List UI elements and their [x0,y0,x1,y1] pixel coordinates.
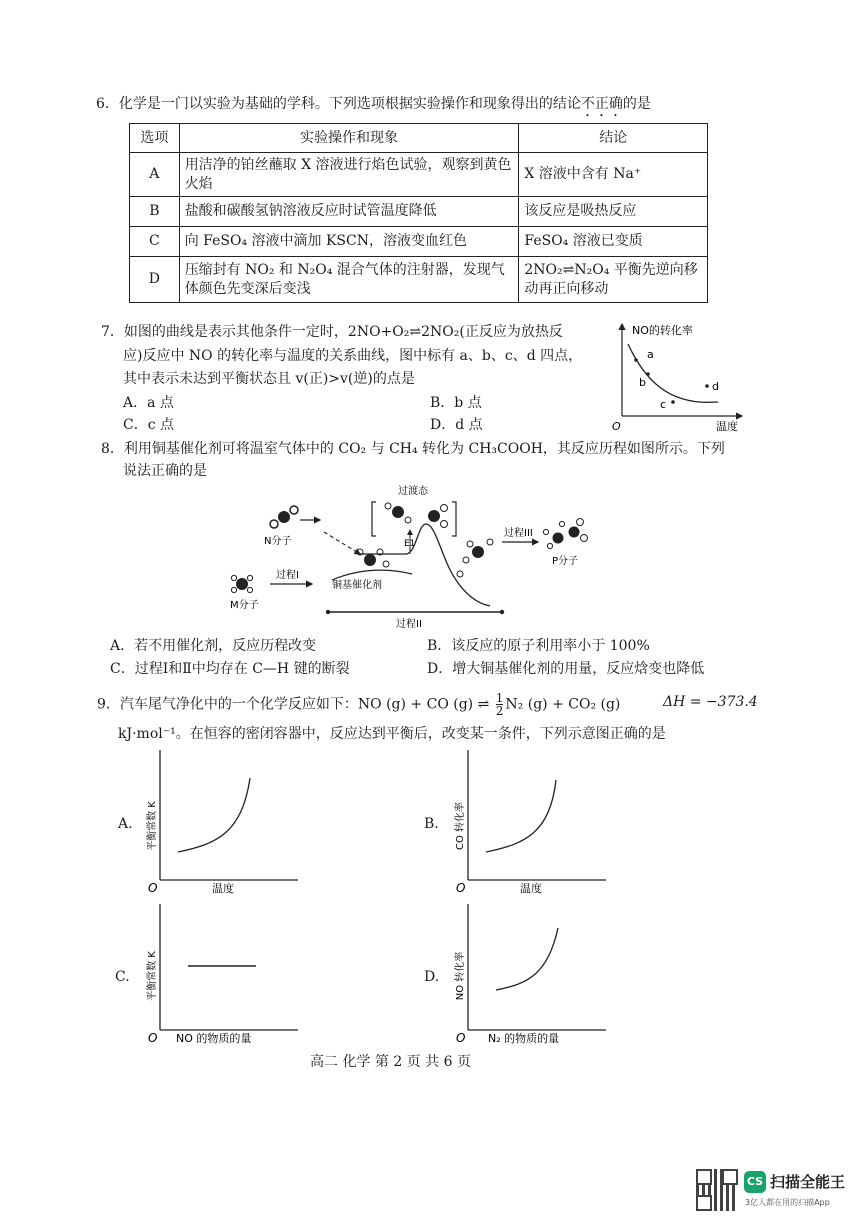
q7-option-d: D．d 点 [430,417,483,433]
row-conclusion: 2NO₂⇌N₂O₄ 平衡先逆向移动再正向移动 [519,257,708,303]
point-b [646,372,650,376]
q7-text-1: 如图的曲线是表示其他条件一定时，2NO+O₂⇌2NO₂(正反应为放热反 [123,324,563,340]
table-row [130,153,708,197]
m-molecule-label: M分子 [230,600,259,611]
q6-number: 6． [96,96,119,112]
q6-stem-emphasis: 不正确 [580,96,623,112]
q8-line2: 说法正确的是 [123,463,207,479]
q8-option-b: B．该反应的原子利用率小于 100% [427,638,650,654]
q9-fraction [496,692,504,717]
row-key: B [130,197,180,227]
scanner-logo-icon: CS [744,1171,766,1193]
q7-option-b: B．b 点 [430,395,482,411]
row-conclusion: FeSO₄ 溶液已变质 [519,227,708,257]
q9-frac-numerator: 1 [495,691,504,705]
q9-graph-d [446,902,608,1052]
q9-number: 9． [97,696,120,713]
q6-stem-a: 化学是一门以实验为基础的学科。下列选项根据实验操作和现象得出的结论 [118,96,581,112]
process1-label: 过程I [276,570,299,581]
row-key: D [130,257,180,303]
q9-graph-d-label: D. [424,969,440,985]
q9-delta-h: ΔH = −373.4 [663,694,758,710]
origin-label: O [148,1031,158,1045]
q9-text-1b: N₂ (g) + CO₂ (g) [505,696,621,713]
table-header-key: 选项 [130,124,180,153]
p-molecule [543,519,587,549]
q7-option-a: A．a 点 [123,395,174,411]
q8-text-1: 利用铜基催化剂可将温室气体中的 CO₂ 与 CH₄ 转化为 CH₃COOH，其反应历程如图所示。下列 [123,441,725,457]
q8-line1 [101,439,725,459]
q8-option-d: D．增大铜基催化剂的用量，反应焓变也降低 [427,661,705,677]
table-header-row [130,124,708,153]
page-footer: 高二 化学 第 2 页 共 6 页 [310,1054,471,1070]
q9-line1 [97,692,620,717]
q9-graph-b-label: B. [424,816,439,832]
x-axis-label: NO 的物质的量 [176,1032,252,1045]
x-axis-label: N₂ 的物质的量 [488,1032,560,1045]
q8-option-a: A．若不用催化剂，反应历程改变 [110,638,317,654]
process3-label: 过程III [504,528,533,539]
row-operation: 用洁净的铂丝蘸取 X 溶液进行焰色试验，观察到黄色火焰 [179,153,519,197]
x-axis-label: 温度 [212,882,234,895]
point-a [634,358,638,362]
y-axis-label: NO的转化率 [632,324,693,337]
q8-option-c: C．过程Ⅰ和Ⅱ中均存在 C—H 键的断裂 [110,661,350,677]
q9-graph-c [138,902,300,1052]
catalyst-label: 铜基催化剂 [332,580,382,591]
row-key: C [130,227,180,257]
m-molecule [231,575,252,592]
table-header-op: 实验操作和现象 [179,124,519,153]
table-row [130,197,708,227]
q6-table [129,123,708,303]
ts-bracket-left [372,502,376,536]
adsorbed-species [357,549,389,567]
origin-label: O [148,881,158,895]
curve [178,778,250,852]
curve [496,928,558,990]
curve [486,780,556,852]
table-header-conclusion: 结论 [519,124,708,153]
q9-graph-a [138,748,300,904]
point-b-label: b [639,376,646,389]
transition-state-label: 过渡态 [398,486,428,497]
process2-label: 过程II [396,619,422,630]
row-key: A [130,153,180,197]
scanner-app-name: 扫描全能王 [770,1173,846,1191]
q9-frac-denominator: 2 [495,704,504,718]
q7-line2: 应)反应中 NO 的转化率与温度的关系曲线，图中标有 a、b、c、d 四点， [123,348,583,364]
q9-text-1a: 汽车尾气净化中的一个化学反应如下：NO (g) + CO (g) ⇌ [119,696,490,713]
process2-start [326,610,330,614]
table-row [130,257,708,303]
conversion-curve [628,344,718,402]
q6-stem-b: 的是 [622,96,651,112]
point-c [671,400,675,404]
adsorption-dashed-arrow [324,532,360,554]
q7-option-c: C．c 点 [123,417,175,433]
n-molecule-label: N分子 [264,536,292,547]
row-conclusion: 该反应是吸热反应 [519,197,708,227]
table-row [130,227,708,257]
ts-bracket-right [452,502,456,536]
catalyst-surface [332,570,412,580]
y-axis-label: 平衡常数 K [147,951,158,1001]
point-a-label: a [647,348,654,361]
q9-graph-a-label: A. [118,816,133,832]
row-operation: 盐酸和碳酸氢钠溶液反应时试管温度降低 [179,197,519,227]
row-operation: 向 FeSO₄ 溶液中滴加 KSCN，溶液变血红色 [179,227,519,257]
q8-number: 8． [101,441,124,457]
qr-code [696,1169,738,1211]
x-axis-label: 温度 [520,882,542,895]
point-d-label: d [712,380,719,393]
q7-line1 [101,322,563,342]
y-axis-label: 平衡常数 K [147,801,158,851]
q8-mechanism-diagram [220,480,620,632]
q6-stem [96,94,651,120]
intermediate-species [457,539,493,577]
n-molecule [270,506,298,528]
q7-number: 7． [101,324,124,340]
origin-label: O [456,881,466,895]
ts-species [385,503,448,528]
q7-graph [610,318,750,436]
q9-graph-b [446,748,608,904]
q9-line2: kJ·mol⁻¹。在恒容的密闭容器中，反应达到平衡后，改变某一条件，下列示意图正确的是 [118,726,666,742]
point-d [705,384,709,388]
origin-label: O [612,420,621,433]
q7-line3: 其中表示未达到平衡状态且 v(正)>v(逆)的点是 [123,371,415,387]
scanner-app-tagline: 3亿人都在用的扫描App [745,1198,830,1207]
process2-end [500,610,504,614]
p-molecule-label: P分子 [552,556,579,567]
energy-profile-curve [360,524,490,606]
origin-label: O [456,1031,466,1045]
point-c-label: c [660,398,667,411]
y-axis-label: CO 转化率 [455,801,466,851]
row-operation: 压缩封有 NO₂ 和 N₂O₄ 混合气体的注射器，发现气体颜色先变深后变浅 [179,257,519,303]
y-axis-label: NO 转化率 [455,951,466,1001]
x-axis-label: 温度 [716,420,738,433]
row-conclusion: X 溶液中含有 Na⁺ [519,153,708,197]
q9-graph-c-label: C. [115,969,130,985]
e1-label: E1 [404,539,416,549]
